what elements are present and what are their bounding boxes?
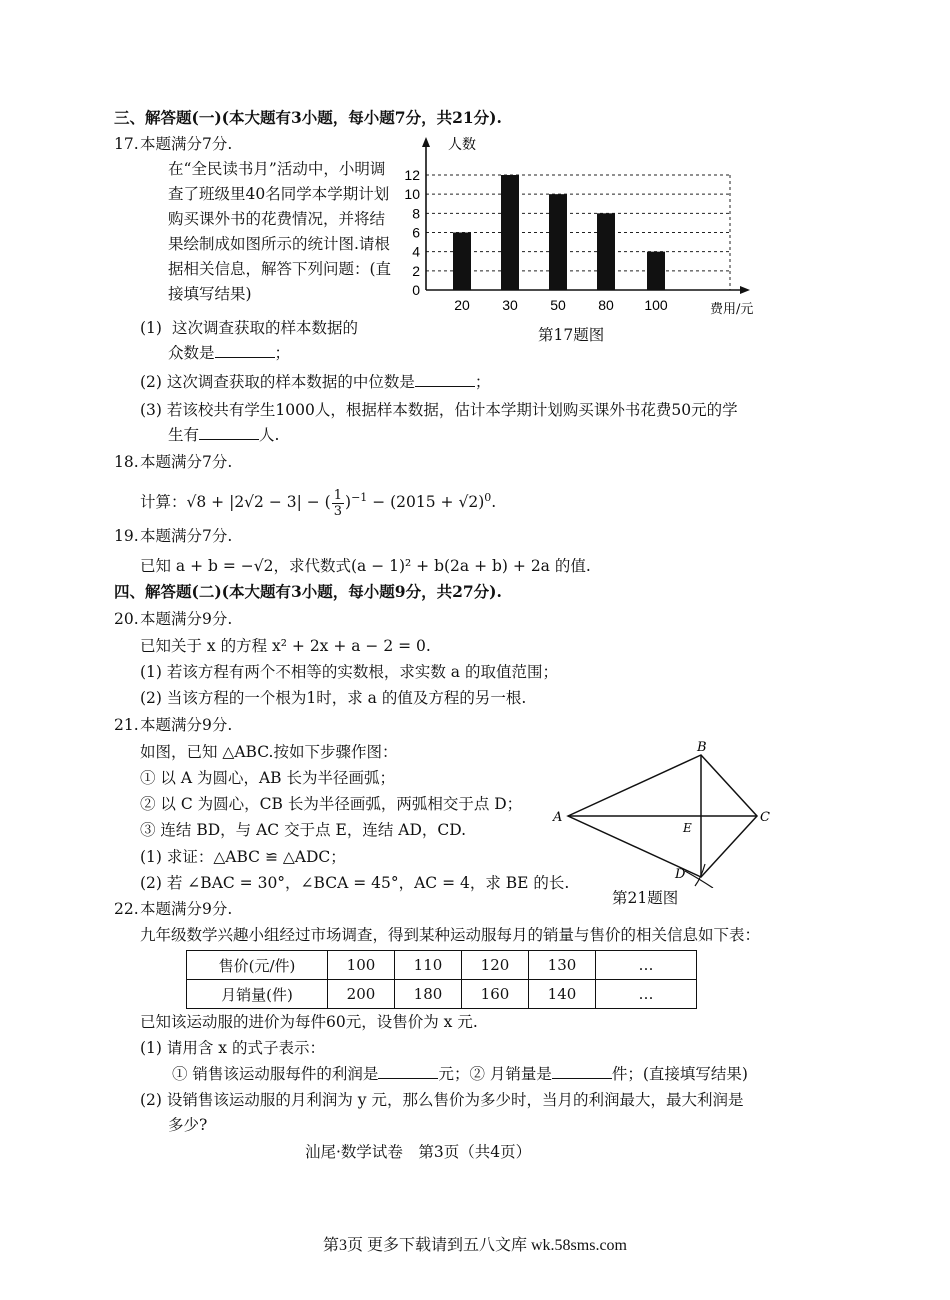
q17-body-line: 据相关信息，解答下列问题：(直: [168, 260, 392, 278]
q22-given: 已知该运动服的进价为每件60元，设售价为 x 元.: [140, 1013, 478, 1031]
q17-part1-text: 这次调查获取的样本数据的: [172, 319, 359, 337]
y-tick-label: 8: [412, 205, 420, 222]
section-4-heading: 四、解答题(二)(本大题有3小题，每小题9分，共27分).: [114, 582, 502, 601]
y-tick-label: 6: [412, 224, 420, 241]
q17-part3-label: (3): [140, 401, 162, 419]
q18-expr-a: √8 + |2√2 − 3| − (: [186, 493, 331, 512]
q20-body: 已知关于 x 的方程 x² + 2x + a − 2 = 0.: [140, 637, 431, 655]
x-tick-label: 100: [644, 297, 668, 313]
answer-blank[interactable]: [199, 425, 259, 440]
q20-part2: (2) 当该方程的一个根为1时，求 a 的值及方程的另一根.: [140, 689, 527, 707]
q19-body: 已知 a + b = −√2，求代数式(a − 1)² + b(2a + b) + 2a 的值.: [140, 557, 591, 575]
bar-20: [453, 233, 471, 291]
q17-number: 17.: [114, 135, 139, 153]
q21-body: 如图，已知 △ABC.按如下步骤作图：: [140, 743, 398, 761]
x-axis-label: 费用/元: [710, 302, 754, 317]
q17-part2: [140, 370, 490, 394]
q21-geometry-figure: [545, 738, 785, 888]
point-label-d: D: [675, 867, 686, 882]
q18-expr-b: ): [345, 493, 352, 512]
answer-blank[interactable]: [415, 372, 475, 387]
q17-part3: [140, 398, 738, 422]
q17-part1-mode: 众数是: [168, 344, 215, 362]
q17-part1-label: (1): [140, 319, 162, 337]
q22-part2: (2) 设销售该运动服的月利润为 y 元，那么售价为多少时，当月的利润最大，最大利润是: [140, 1091, 744, 1109]
table-row: [187, 980, 697, 1009]
q17-score: 本题满分7分.: [140, 135, 233, 153]
q17-part3-line2: [168, 423, 279, 447]
point-label-b: B: [697, 740, 707, 755]
q17-part1-end: ；: [274, 344, 291, 362]
q21-number: 21.: [114, 716, 139, 734]
answer-blank[interactable]: [215, 343, 275, 358]
y-tick-label: 12: [404, 167, 420, 183]
q18-number: 18.: [114, 453, 139, 471]
bar-100: [647, 252, 665, 290]
table-cell: …: [596, 951, 697, 980]
q22-part1a-mid: 元；② 月销量是: [438, 1065, 552, 1083]
q21-part2: (2) 若 ∠BAC = 30°，∠BCA = 45°，AC = 4，求 BE 的长.: [140, 874, 570, 892]
table-cell: 110: [395, 951, 462, 980]
y-tick-label: 2: [412, 262, 420, 279]
exam-page-footer: 汕尾·数学试卷 第3页（共4页）: [305, 1143, 532, 1161]
q17-body-line: 查了班级里40名同学本学期计划: [168, 185, 390, 203]
x-tick-label: 80: [598, 297, 614, 313]
q22-number: 22.: [114, 900, 139, 918]
q22-part1a-pre: ① 销售该运动服每件的利润是: [172, 1065, 379, 1083]
bar-30: [501, 175, 519, 290]
q17-body-line: 接填写结果): [168, 285, 252, 303]
q18-expr-c: − (2015 + √2): [367, 493, 485, 512]
point-label-e: E: [683, 821, 692, 835]
q18-frac-den: 3: [333, 503, 343, 519]
x-tick-label: 50: [550, 297, 566, 313]
table-cell: 130: [529, 951, 596, 980]
q21-step1: ① 以 A 为圆心，AB 长为半径画弧；: [140, 769, 395, 787]
q22-part1: (1) 请用含 x 的式子表示：: [140, 1039, 325, 1057]
q22-part1-fill: [172, 1062, 748, 1086]
q21-figure-caption: 第21题图: [612, 889, 679, 907]
table-cell: 160: [462, 980, 529, 1009]
site-footer: 第3页 更多下载请到五八文库 wk.58sms.com: [322, 1237, 627, 1254]
table-cell: 120: [462, 951, 529, 980]
q21-part1: (1) 求证：△ABC ≌ △ADC；: [140, 848, 346, 866]
q17-part2-label: (2): [140, 373, 162, 391]
q17-part2-text: 这次调查获取的样本数据的中位数是: [166, 373, 415, 391]
x-axis-arrow: [740, 286, 750, 294]
q22-part1a-post: 件；(直接填写结果): [611, 1065, 748, 1083]
table-row: [187, 951, 697, 980]
q18-exp: −1: [351, 491, 368, 504]
q20-score: 本题满分9分.: [140, 610, 233, 628]
q17-body-line: 果绘制成如图所示的统计图.请根: [168, 235, 390, 253]
answer-blank[interactable]: [378, 1064, 438, 1079]
q17-body-line: 购买课外书的花费情况，并将结: [168, 210, 386, 228]
table-cell: …: [596, 980, 697, 1009]
q19-score: 本题满分7分.: [140, 527, 233, 545]
q18-exp2: 0: [484, 491, 492, 504]
q18-expression: [140, 486, 496, 519]
q17-part3-pre: 生有: [168, 426, 200, 444]
point-label-a: A: [553, 810, 563, 825]
q17-part3-end: 人.: [259, 426, 280, 444]
answer-blank[interactable]: [552, 1064, 612, 1079]
q17-part1-line2: [168, 341, 290, 365]
q18-score: 本题满分7分.: [140, 453, 233, 471]
bar-80: [597, 213, 615, 290]
x-tick-label: 20: [454, 297, 470, 313]
q21-score: 本题满分9分.: [140, 716, 233, 734]
q17-part2-end: ；: [474, 373, 491, 391]
x-tick-label: 30: [502, 297, 518, 313]
table-cell: 100: [328, 951, 395, 980]
q17-part3-text: 若该校共有学生1000人，根据样本数据，估计本学期计划购买课外书花费50元的学: [166, 401, 738, 419]
table-cell: 月销量(件): [187, 980, 328, 1009]
bar-50: [549, 194, 567, 290]
q18-frac-num: 1: [333, 487, 343, 503]
table-cell: 180: [395, 980, 462, 1009]
table-cell: 200: [328, 980, 395, 1009]
table-cell: 140: [529, 980, 596, 1009]
table-cell: 售价(元/件): [187, 951, 328, 980]
point-label-c: C: [760, 810, 770, 825]
q17-body-line: 在“全民读书月”活动中，小明调: [168, 160, 386, 178]
q21-step2: ② 以 C 为圆心，CB 长为半径画弧，两弧相交于点 D；: [140, 795, 523, 813]
y-tick-label: 4: [412, 243, 420, 260]
y-axis-label: 人数: [448, 137, 476, 153]
q17-figure-caption: 第17题图: [538, 326, 605, 344]
q22-part2-line2: 多少?: [168, 1116, 208, 1134]
q18-calc-label: 计算：: [140, 493, 187, 512]
q22-intro: 九年级数学兴趣小组经过市场调查，得到某种运动服每月的销量与售价的相关信息如下表：: [140, 926, 761, 944]
q20-number: 20.: [114, 610, 139, 628]
q19-number: 19.: [114, 527, 139, 545]
q22-score: 本题满分9分.: [140, 900, 233, 918]
y-tick-label: 0: [412, 282, 420, 298]
q21-step3: ③ 连结 BD，与 AC 交于点 E，连结 AD，CD.: [140, 821, 467, 839]
q20-part1: (1) 若该方程有两个不相等的实数根，求实数 a 的取值范围；: [140, 663, 558, 681]
q18-fraction: [332, 488, 344, 519]
section-3-heading: 三、解答题(一)(本大题有3小题，每小题7分，共21分).: [114, 108, 502, 127]
q18-end: .: [491, 493, 497, 512]
y-tick-label: 10: [404, 186, 420, 203]
price-sales-table: [186, 950, 697, 1009]
q17-bar-chart: [400, 135, 780, 335]
y-axis-arrow: [422, 137, 430, 147]
